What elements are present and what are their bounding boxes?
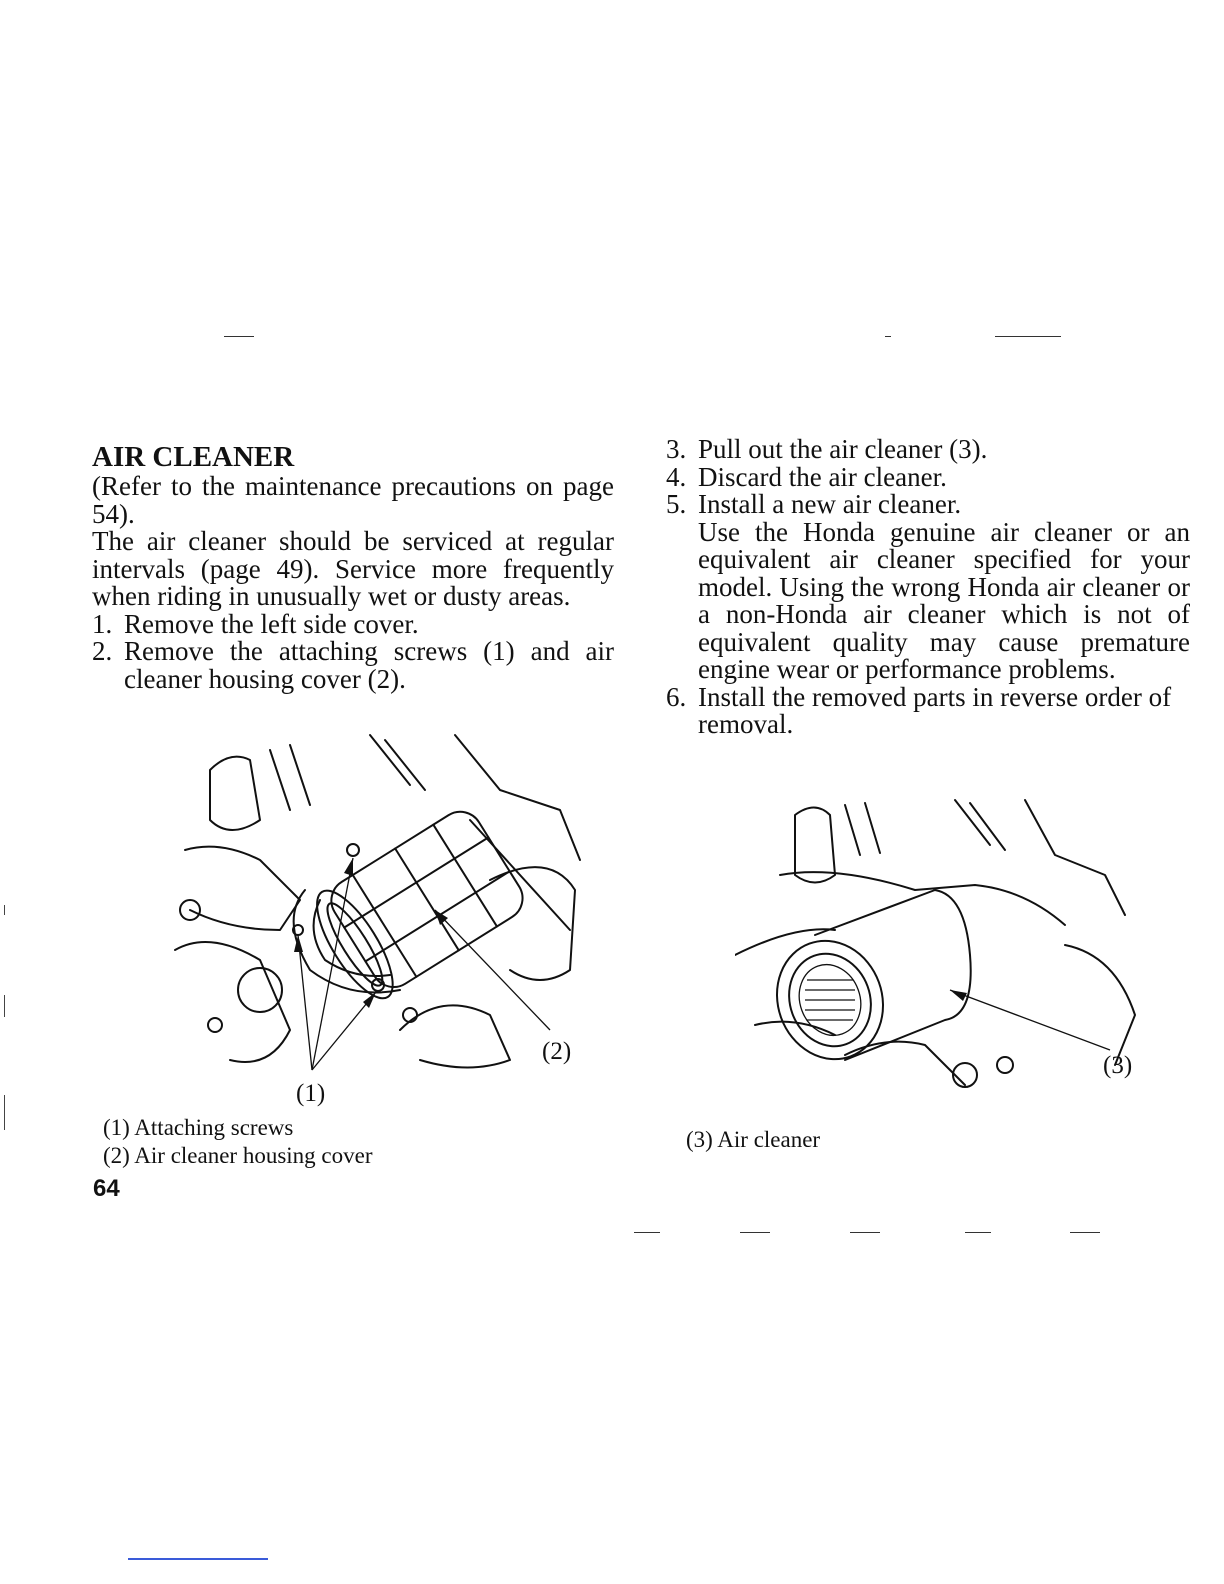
step-item — [666, 461, 1190, 492]
step-number: 2. — [92, 636, 113, 666]
precaution-note: (Refer to the maintenance precautions on page 54). — [92, 471, 614, 529]
scan-mark — [995, 336, 1061, 337]
scan-mark — [850, 1232, 880, 1233]
step-text: Remove the attaching screws (1) and air cleaner housing cover (2). — [124, 636, 614, 694]
scan-mark — [224, 336, 254, 337]
scan-mark — [4, 905, 5, 915]
callout-air-cleaner: (3) — [1103, 1052, 1133, 1079]
scan-mark — [965, 1232, 991, 1233]
figure-caption: (2) Air cleaner housing cover — [103, 1143, 373, 1168]
scan-mark — [4, 995, 5, 1017]
step-number: 4. — [666, 461, 687, 492]
scan-mark — [4, 1095, 5, 1130]
step-text: Pull out the air cleaner (3). — [698, 434, 988, 464]
step-note: Use the Honda genuine air cleaner or an equivalent air cleaner specified for your model. Using the wrong Honda air cleaner or a non-Honda air cleaner which is not of equivalent quality may cause premature engine wear or performance problems. — [698, 516, 1190, 684]
figure-caption: (3) Air cleaner — [686, 1127, 821, 1152]
figure-caption: (1) Attaching screws — [103, 1115, 294, 1140]
step-text: Discard the air cleaner. — [698, 461, 947, 492]
step-item — [92, 608, 614, 639]
step-item — [92, 638, 614, 693]
left-column — [92, 441, 614, 693]
step-number: 1. — [92, 608, 113, 639]
footer-rule — [128, 1558, 268, 1560]
section-title: AIR CLEANER — [92, 441, 295, 473]
callout-screws: (1) — [296, 1080, 326, 1107]
step-text: Install a new air cleaner. — [698, 489, 962, 519]
scan-mark — [634, 1232, 660, 1233]
step-item — [666, 681, 1190, 739]
air-cleaner-illustration — [735, 795, 1155, 1095]
step-item — [666, 436, 1190, 464]
scan-mark — [740, 1232, 770, 1233]
step-item — [666, 491, 1190, 684]
scan-mark — [1070, 1232, 1100, 1233]
step-number: 6. — [666, 681, 687, 712]
step-text: Remove the left side cover. — [124, 608, 419, 639]
housing-cover-illustration — [170, 730, 590, 1115]
step-text: Install the removed parts in reverse order of removal. — [698, 681, 1172, 739]
callout-housing-cover: (2) — [542, 1038, 572, 1065]
scan-mark — [885, 336, 891, 337]
intro-paragraph: The air cleaner should be serviced at regular intervals (page 49). Service more frequently when riding in unusually wet or dusty areas. — [92, 526, 614, 611]
step-number: 3. — [666, 434, 687, 464]
step-number: 5. — [666, 489, 687, 519]
right-column — [666, 436, 1190, 739]
page-number: 64 — [93, 1175, 120, 1202]
